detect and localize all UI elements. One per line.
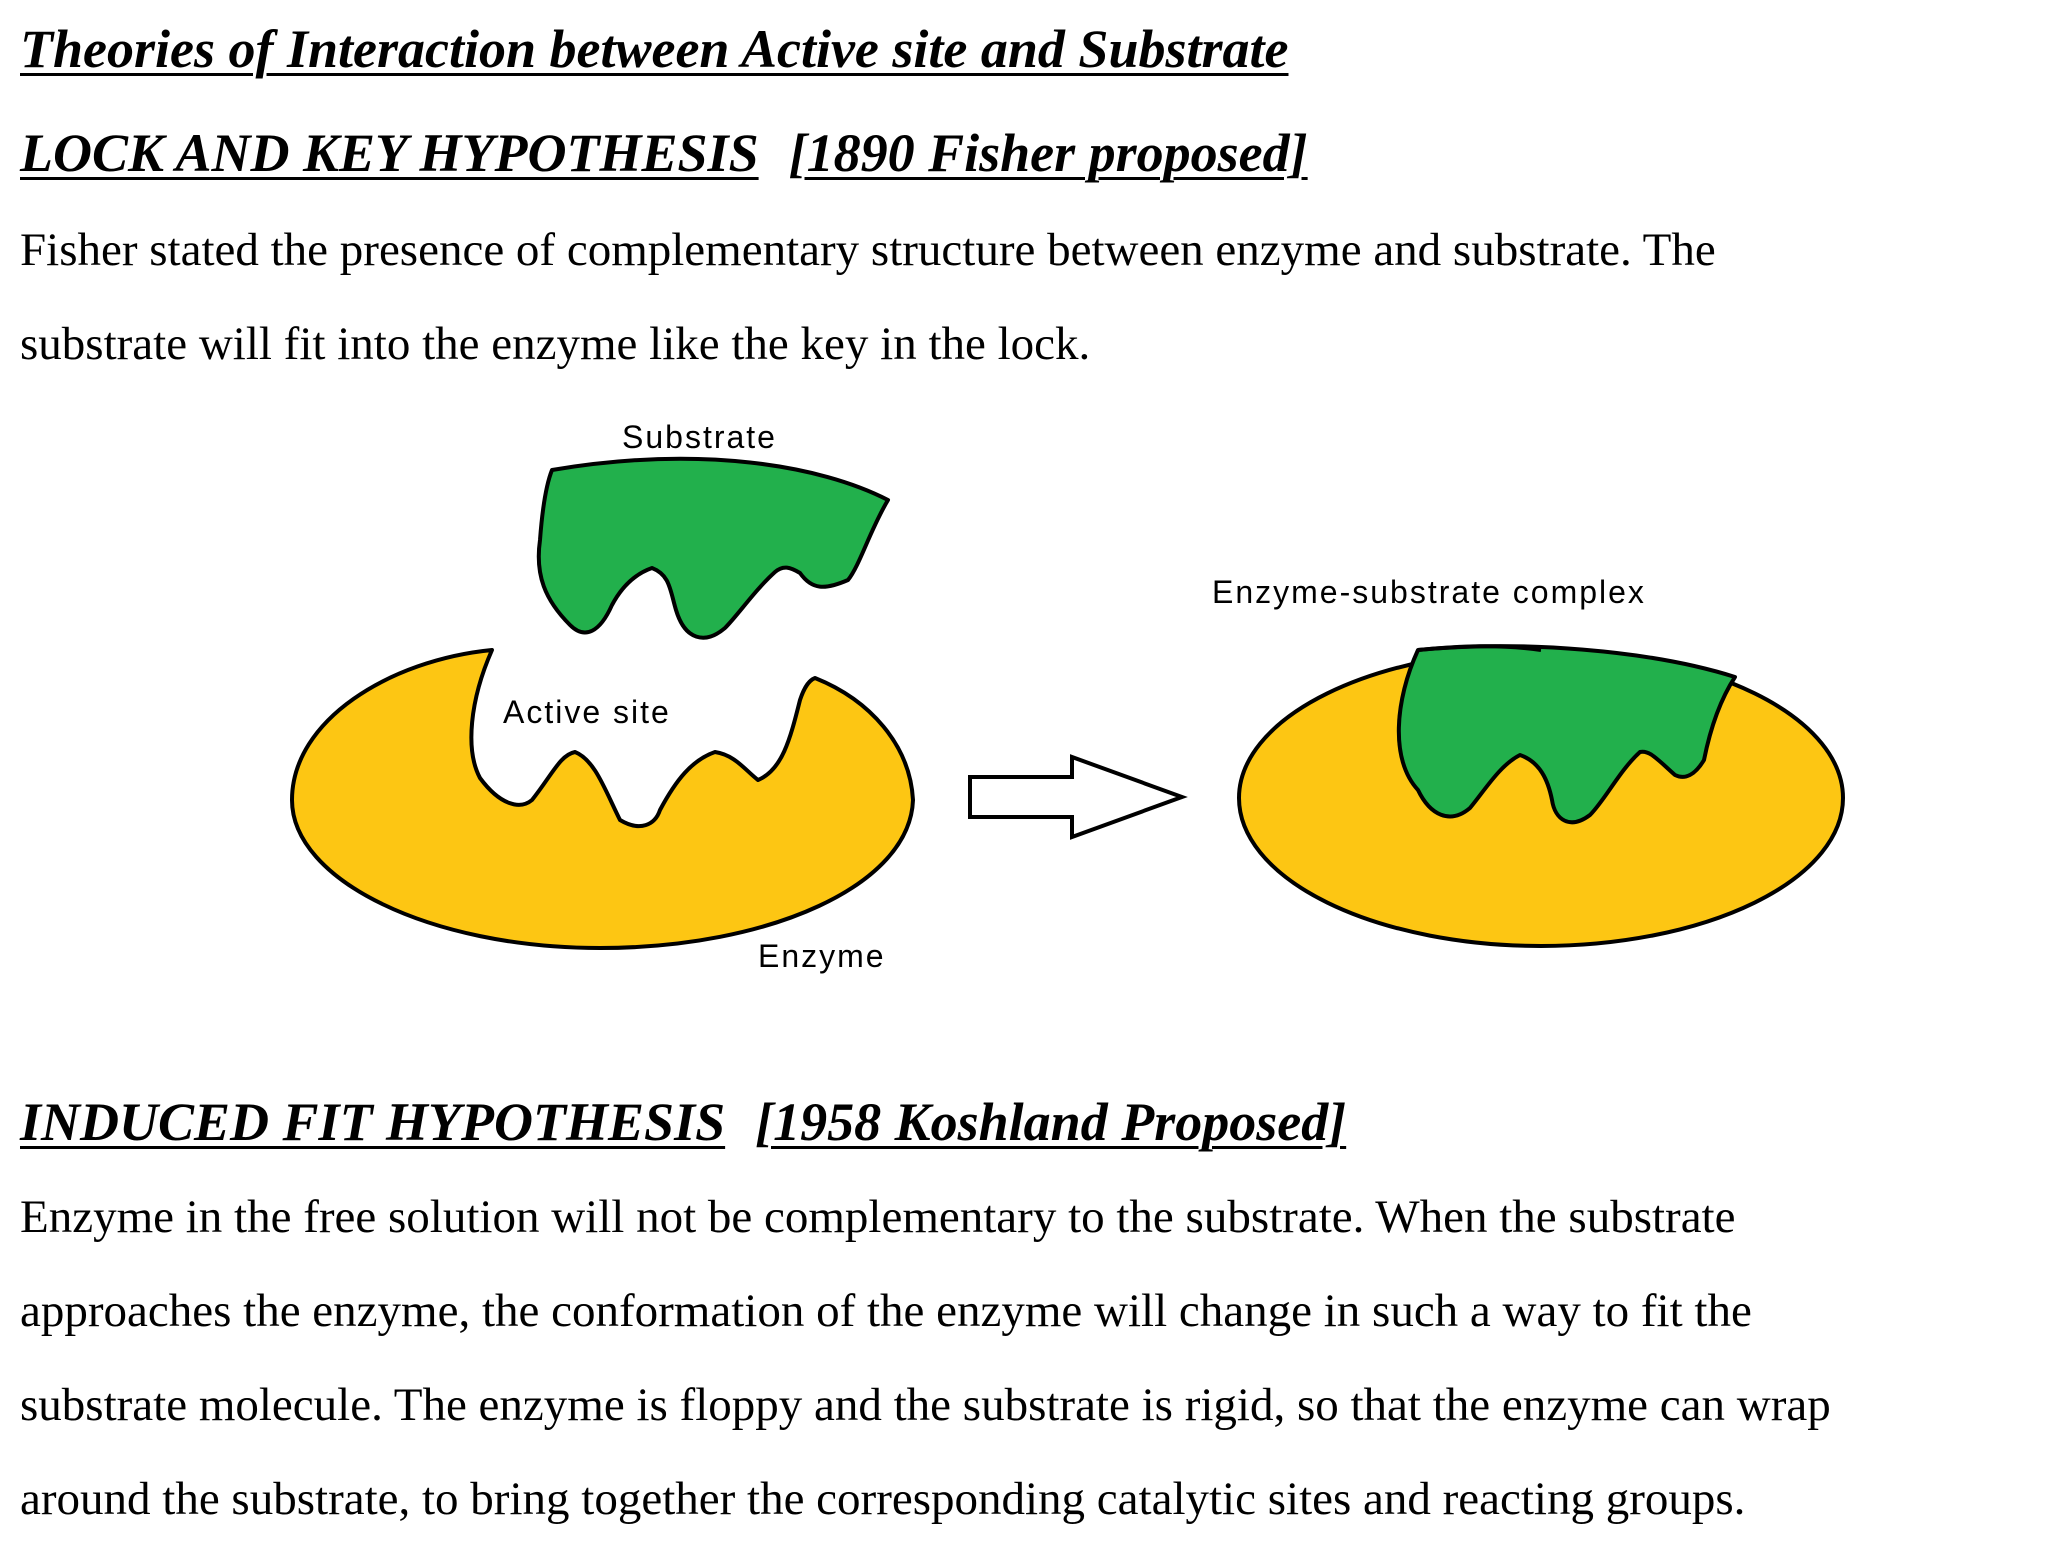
- lock-and-key-line-2: substrate will fit into the enzyme like the key in the lock.: [20, 318, 1091, 370]
- induced-fit-proposed: [1958 Koshland Proposed]: [755, 1092, 1347, 1152]
- arrow-icon: [970, 757, 1182, 837]
- induced-fit-line-2: approaches the enzyme, the conformation of the enzyme will change in such a way to fit the: [20, 1285, 1752, 1337]
- enzyme-label: Enzyme: [758, 938, 886, 974]
- induced-fit-paragraph: [20, 1170, 1831, 1546]
- lock-and-key-line-1: Fisher stated the presence of complementary structure between enzyme and substrate. The: [20, 224, 1716, 276]
- page-title-text: Theories of Interaction between Active site and Substrate: [20, 19, 1289, 79]
- complex-label: Enzyme-substrate complex: [1212, 574, 1646, 610]
- induced-fit-title: INDUCED FIT HYPOTHESIS: [20, 1092, 726, 1152]
- lock-and-key-paragraph: [20, 203, 1716, 391]
- substrate-shape: [539, 459, 888, 638]
- induced-fit-line-1: Enzyme in the free solution will not be complementary to the substrate. When the substrate: [20, 1191, 1736, 1243]
- induced-fit-heading: [20, 1092, 1347, 1152]
- induced-fit-line-4: around the substrate, to bring together the corresponding catalytic sites and reacting groups.: [20, 1473, 1746, 1525]
- substrate-label: Substrate: [622, 419, 777, 455]
- page-title: [20, 19, 1289, 79]
- lock-and-key-proposed: [1890 Fisher proposed]: [788, 123, 1308, 183]
- active-site-label: Active site: [503, 694, 671, 730]
- induced-fit-line-3: substrate molecule. The enzyme is floppy and the substrate is rigid, so that the enzyme can wrap: [20, 1379, 1831, 1431]
- lock-and-key-heading: [20, 123, 1308, 183]
- lock-and-key-title: LOCK AND KEY HYPOTHESIS: [20, 123, 759, 183]
- lock-and-key-diagram: [0, 400, 2048, 1020]
